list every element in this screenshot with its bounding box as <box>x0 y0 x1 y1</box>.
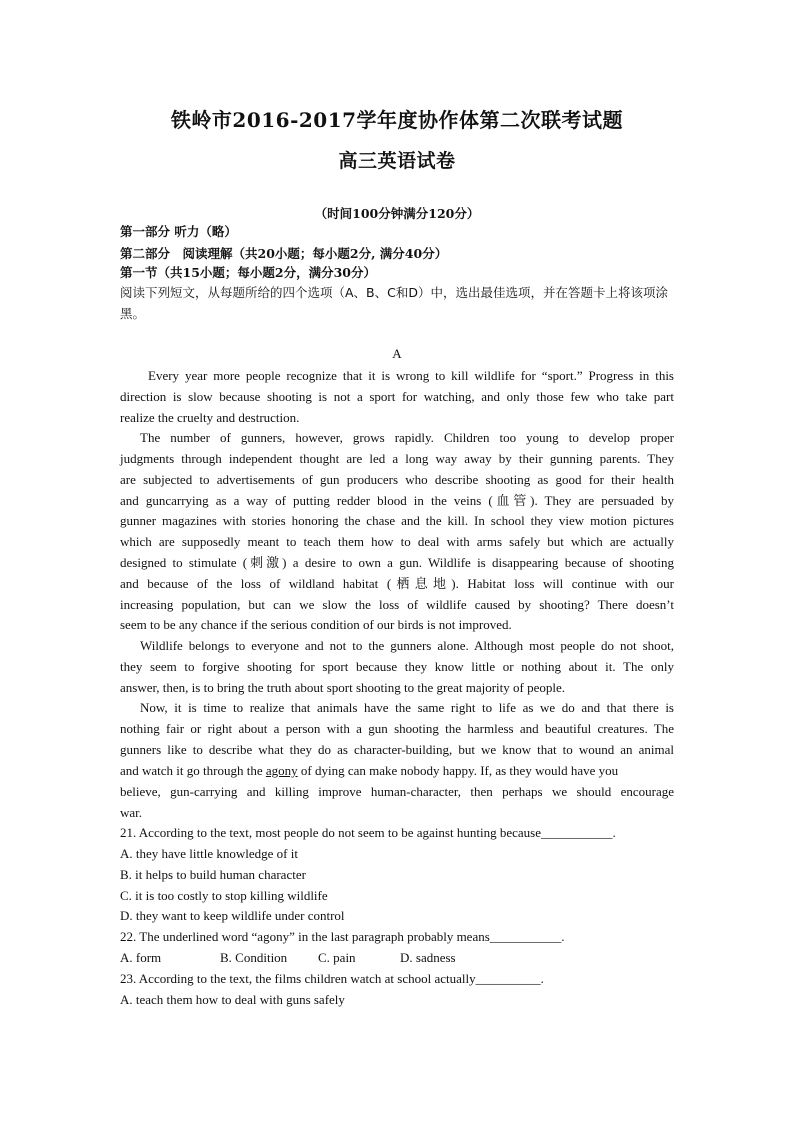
passage-text: of dying can make nobody happy. If, as they would have you <box>297 763 619 778</box>
passage-line: answer, then, is to bring the truth about sport shooting to the great majority of people. <box>120 680 566 695</box>
question-21: 21. According to the text, most people do not seem to be against hunting because___________. <box>120 825 616 840</box>
passage-line: nothing fair or right about a person with a gun shooting the harmless and beautiful creatures. The <box>120 721 674 736</box>
question-22-options <box>120 950 456 966</box>
option-22-d: D. sadness <box>400 950 456 965</box>
passage-line: Every year more people recognize that it is wrong to kill wildlife for “sport.” Progress in this <box>148 368 674 383</box>
passage-line: gunners like to describe what they do as character-building, but we know that to wound an animal <box>120 742 674 757</box>
passage-line: realize the cruelty and destruction. <box>120 410 300 425</box>
section-one-heading: 第一节（共15小题；每小题2分，满分30分） <box>120 265 376 280</box>
part-two-heading: 第二部分 阅读理解（共20小题；每小题2分, 满分40分） <box>120 246 448 261</box>
passage-line: which are supposedly meant to teach them how to deal with arms safely but which are actually <box>120 534 674 549</box>
passage-line: Now, it is time to realize that animals have the same right to life as we do and that there is <box>140 700 674 715</box>
passage-line: increasing population, but can we slow the loss of wildlife caused by shooting? There doesn’t <box>120 597 674 612</box>
passage-line: Wildlife belongs to everyone and not to the gunners alone. Although most people do not shoot, <box>140 638 674 653</box>
option-22-b: B. Condition <box>220 950 288 965</box>
passage-line: judgments through independent thought are led a long way away by their gunning parents. They <box>120 451 674 466</box>
passage-line: are subjected to advertisements of gun producers who describe shooting as good for their health <box>120 472 674 487</box>
passage-line: and guncarrying as a way of putting redder blood in the veins (血管). They are persuaded by <box>120 493 674 508</box>
underlined-word: agony <box>265 763 298 778</box>
option-23-a: A. teach them how to deal with guns safely <box>120 992 345 1007</box>
question-22: 22. The underlined word “agony” in the last paragraph probably means___________. <box>120 929 565 944</box>
reading-directions: 阅读下列短文，从每题所给的四个选项（A、B、C和D）中，选出最佳选项，并在答题卡上将该项涂黑。 <box>120 285 668 321</box>
exam-title: 铁岭市2016-2017学年度协作体第二次联考试题 <box>170 108 624 132</box>
passage-line: war. <box>120 805 143 820</box>
passage-line: The number of gunners, however, grows rapidly. Children too young to develop proper <box>140 430 674 445</box>
passage-line: they seem to forgive shooting for sport because they know little or nothing about it. The only <box>120 659 674 674</box>
passage-label: A <box>392 346 402 361</box>
option-21-c: C. it is too costly to stop killing wildlife <box>120 888 328 903</box>
option-21-b: B. it helps to build human character <box>120 867 306 882</box>
passage-line: designed to stimulate (刺激) a desire to own a gun. Wildlife is disappearing because of shooting <box>120 555 674 570</box>
passage-line <box>120 763 674 779</box>
passage-line: believe, gun-carrying and killing improve human-character, then perhaps we should encourage <box>120 784 674 799</box>
passage-line: gunner magazines with stories honoring the chase and the kill. In school they view motion pictures <box>120 513 674 528</box>
question-23: 23. According to the text, the films children watch at school actually__________. <box>120 971 544 986</box>
passage-text: and watch it go through the <box>120 763 266 778</box>
option-21-d: D. they want to keep wildlife under control <box>120 908 345 923</box>
part-one-heading: 第一部分 听力（略） <box>120 224 237 239</box>
time-and-score-info: （时间100分钟满分120分） <box>314 206 480 221</box>
option-21-a: A. they have little knowledge of it <box>120 846 298 861</box>
option-22-a: A. form <box>120 950 162 965</box>
option-22-c: C. pain <box>318 950 356 965</box>
exam-subtitle: 高三英语试卷 <box>338 150 456 172</box>
passage-line: seem to be any chance if the serious condition of our birds is not improved. <box>120 617 512 632</box>
passage-line: and because of the loss of wildland habitat (栖息地). Habitat loss will continue with our <box>120 576 674 591</box>
passage-line: direction is slow because shooting is not a sport for watching, and only those few who take part <box>120 389 674 404</box>
